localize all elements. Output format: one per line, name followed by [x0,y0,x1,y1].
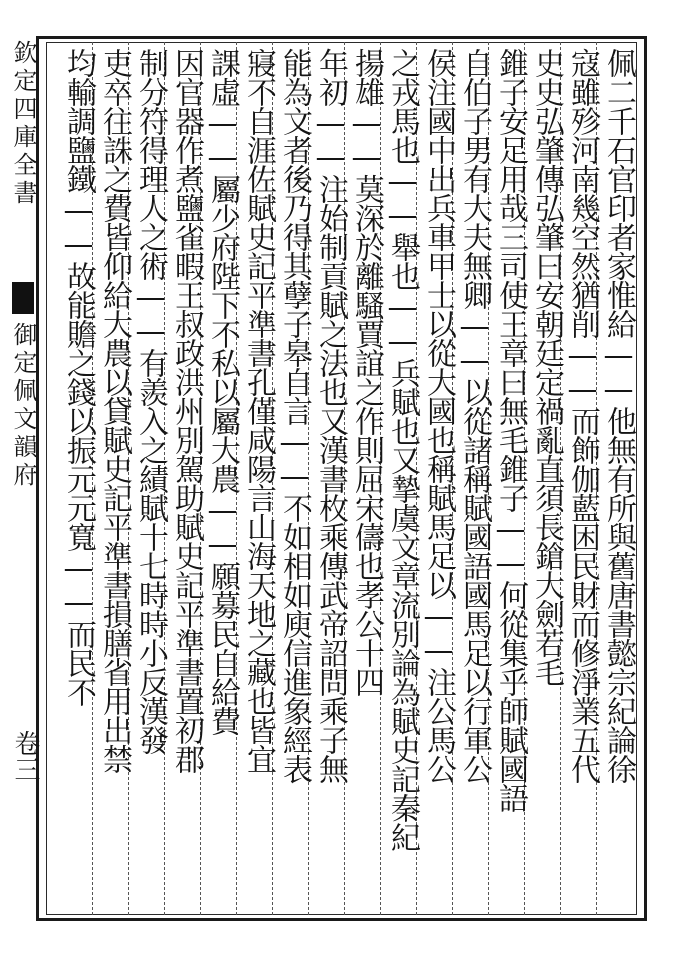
margin-book-title [8,322,38,702]
text-column-8: 揚雄——莫深於離騷賈誼之作則屈宋儔也孝公十四 [349,48,384,696]
book-title: 御定佩文韻府 [9,322,37,490]
text-column-12: 課虛——屬少府陛下不私以屬大農——願募民自給費 [205,48,240,735]
text-column-15: 吏卒往誅之費皆仰給大農以貸賦史記平準書損膳省用出禁 [97,48,132,773]
text-column-4: 錐子安足用哉三司使王章曰無毛錐子——何從集乎師賦國語 [493,48,528,812]
text-column-16: 均輸調鹽鐵——故能贍之錢以振元元寬——而民不 [61,48,96,706]
text-column-2: 寇雖殄河南幾空然猶削——而飾伽藍困民財而修淨業五代 [565,48,600,783]
fish-tail-block [12,282,34,314]
text-column-9: 年初——注始制貢賦之法也又漢書枚乘傳武帝詔問乘子無 [313,48,348,783]
text-column-3: 史史弘肇傳弘肇曰安朝廷定禍亂直須長鎗大劍若毛 [529,48,564,686]
page-number: 卷三 [10,730,40,782]
text-column-14: 制分符得理人之術——有羨入之績賦十七時時小反漢發 [133,48,168,754]
collection-title: 欽定四庫全書 [9,40,37,208]
text-column-7: 之戎馬也——舉也——兵賦也又摯虞文章流別論為賦史記秦紀 [385,48,420,851]
text-column-11: 寢不自涯佐賦史記平準書孔僅咸陽言山海天地之藏也皆宜 [241,48,276,773]
text-column-1: 佩二千石官印者家惟給——他無有所與舊唐書懿宗紀論徐 [601,48,636,783]
text-column-5: 自伯子男有大夫無卿——以從諸稱賦國語國馬足以行軍公 [457,48,492,783]
text-column-6: 侯注國中出兵車甲士以從大國也稱賦馬足以——注公馬公 [421,48,456,783]
text-column-10: 能為文者後乃得其孽子皋自言——不如相如庾信進象經表 [277,48,312,783]
text-column-13: 因官器作煮鹽雀暇王叔政洪州別駕助賦史記平準書置初郡 [169,48,204,773]
